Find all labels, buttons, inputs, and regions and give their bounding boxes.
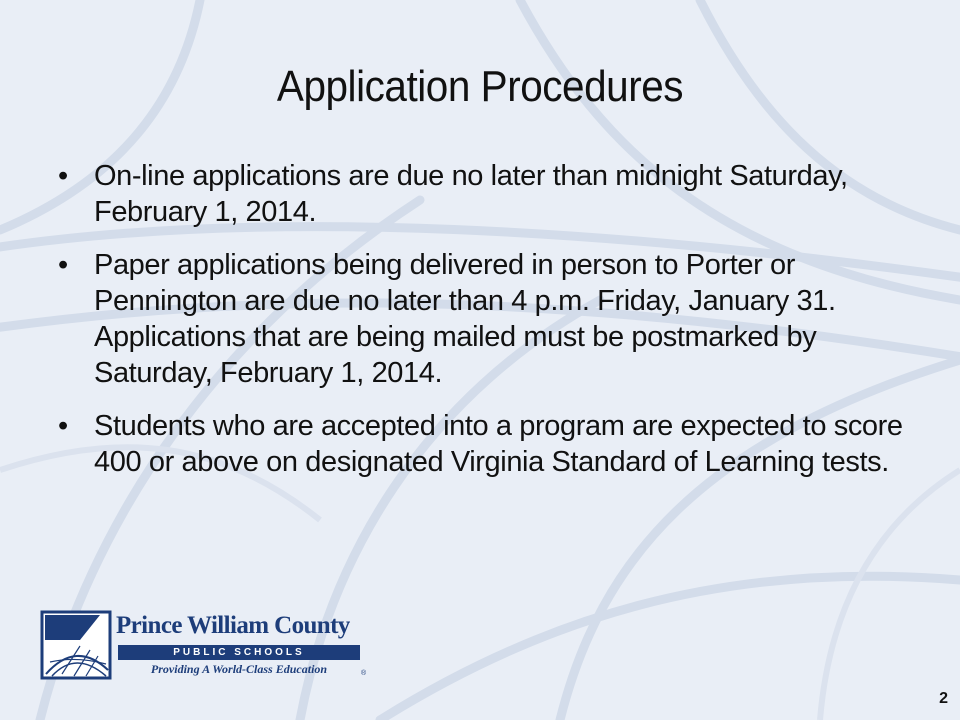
logo-name: Prince William County <box>116 612 350 639</box>
bullet-text: Paper applications being delivered in person to Porter or Pennington are due no later than 4 p.m. Friday, January 31. Applications that are being mailed must be postmarked by Saturday, February 1, 2014. <box>94 249 836 389</box>
bullet-icon: • <box>58 249 68 281</box>
bullet-text: On-line applications are due no later than midnight Saturday, February 1, 2014. <box>94 160 848 228</box>
bullet-icon: • <box>58 160 68 192</box>
bullet-icon: • <box>58 410 68 442</box>
bullet-item <box>58 408 928 480</box>
bullet-list <box>58 158 928 497</box>
bullet-item <box>58 247 928 391</box>
bullet-text: Students who are accepted into a program are expected to score 400 or above on designated Virginia Standard of Learning tests. <box>94 410 903 478</box>
slide-number: 2 <box>939 690 948 707</box>
slide-title: Application Procedures <box>276 62 684 111</box>
bullet-item <box>58 158 928 230</box>
registered-mark: ® <box>361 670 367 677</box>
logo-tagline: Providing A World-Class Education <box>150 662 328 676</box>
logo-band: PUBLIC SCHOOLS <box>118 645 360 660</box>
globe-seal-icon <box>40 610 112 680</box>
school-logo <box>40 610 370 684</box>
